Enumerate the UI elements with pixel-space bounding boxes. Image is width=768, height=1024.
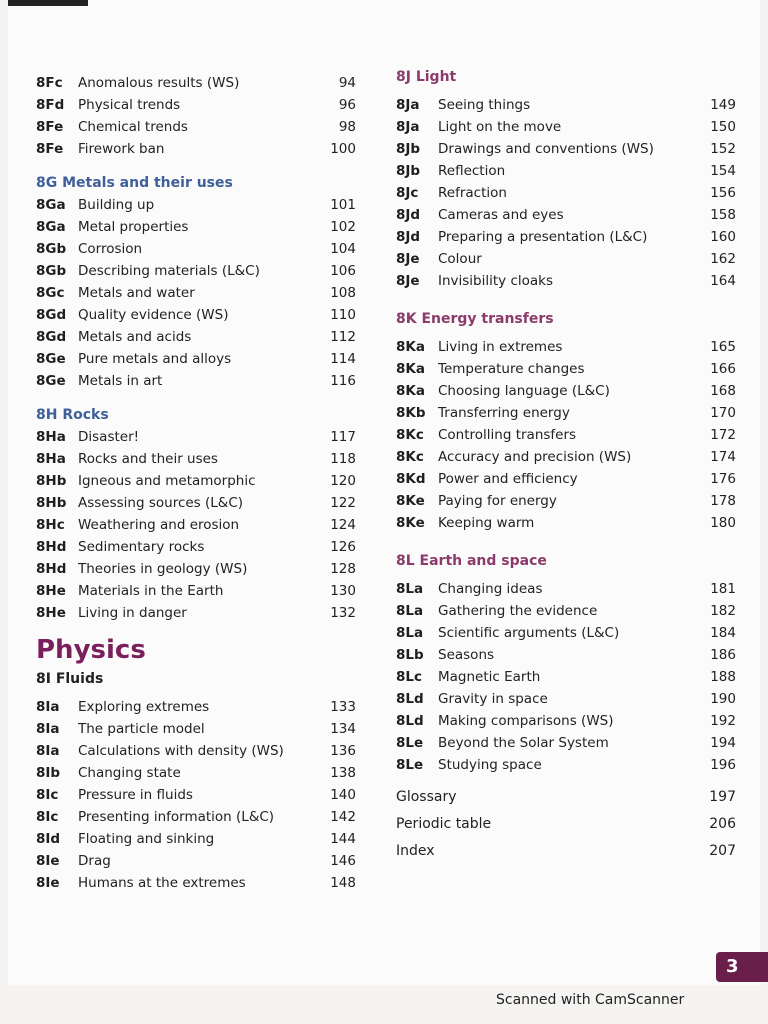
lesson-code: 8Ic bbox=[36, 809, 59, 825]
lesson-code: 8Gd bbox=[36, 307, 67, 323]
toc-row bbox=[36, 536, 356, 558]
top-rule bbox=[8, 0, 88, 6]
lesson-title: Sedimentary rocks bbox=[78, 539, 205, 555]
page-number: 126 bbox=[330, 539, 356, 555]
page-number: 128 bbox=[330, 561, 356, 577]
page-number-badge: 3 bbox=[716, 952, 768, 982]
lesson-code: 8Fc bbox=[36, 75, 63, 91]
lesson-title: Weathering and erosion bbox=[78, 517, 240, 533]
toc-row bbox=[396, 204, 736, 226]
toc-row bbox=[396, 512, 736, 534]
lesson-code: 8Ie bbox=[36, 853, 60, 869]
page-number: 186 bbox=[710, 647, 736, 663]
lesson-title: Floating and sinking bbox=[78, 831, 215, 847]
lesson-title: Theories in geology (WS) bbox=[78, 561, 248, 577]
toc-row bbox=[36, 138, 356, 160]
page-number: 114 bbox=[330, 351, 356, 367]
lesson-title: Physical trends bbox=[78, 97, 181, 113]
page-number: 162 bbox=[710, 251, 736, 267]
lesson-title: Materials in the Earth bbox=[78, 583, 224, 599]
lesson-code: 8Ka bbox=[396, 383, 425, 399]
toc-row bbox=[36, 216, 356, 238]
toc-row bbox=[36, 558, 356, 580]
page-number: 176 bbox=[710, 471, 736, 487]
toc-row bbox=[396, 402, 736, 424]
lesson-code: 8Je bbox=[396, 251, 420, 267]
toc-row bbox=[36, 806, 356, 828]
lesson-title: Drawings and conventions (WS) bbox=[438, 141, 654, 157]
toc-row bbox=[36, 492, 356, 514]
toc-row bbox=[36, 348, 356, 370]
lesson-code: 8Gb bbox=[36, 241, 67, 257]
page-number: 110 bbox=[330, 307, 356, 323]
toc-row bbox=[36, 762, 356, 784]
page-number: 117 bbox=[330, 429, 356, 445]
lesson-code: 8Ka bbox=[396, 361, 425, 377]
page-number: 154 bbox=[710, 163, 736, 179]
section-heading-8h: 8H Rocks bbox=[36, 407, 109, 423]
toc-list bbox=[36, 696, 356, 894]
scanner-watermark: Scanned with CamScanner bbox=[496, 992, 685, 1008]
page-number: 192 bbox=[710, 713, 736, 729]
lesson-code: 8Hd bbox=[36, 539, 67, 555]
toc-row bbox=[396, 116, 736, 138]
page-number: 160 bbox=[710, 229, 736, 245]
page-number: 134 bbox=[330, 721, 356, 737]
page-number: 166 bbox=[710, 361, 736, 377]
end-matter-row bbox=[396, 811, 736, 838]
lesson-code: 8Ib bbox=[36, 765, 61, 781]
toc-row bbox=[36, 470, 356, 492]
page-number: 106 bbox=[330, 263, 356, 279]
page-number: 181 bbox=[710, 581, 736, 597]
page-number: 130 bbox=[330, 583, 356, 599]
lesson-code: 8Ke bbox=[396, 493, 425, 509]
lesson-title: Firework ban bbox=[78, 141, 165, 157]
end-matter-list bbox=[396, 784, 736, 865]
lesson-code: 8Jd bbox=[396, 207, 421, 223]
lesson-title: Cameras and eyes bbox=[438, 207, 564, 223]
toc-row bbox=[396, 468, 736, 490]
lesson-title: Light on the move bbox=[438, 119, 562, 135]
toc-row bbox=[396, 490, 736, 512]
lesson-title: Paying for energy bbox=[438, 493, 557, 509]
toc-row bbox=[36, 696, 356, 718]
toc-row bbox=[36, 784, 356, 806]
page-number: 132 bbox=[330, 605, 356, 621]
lesson-code: 8Ja bbox=[396, 119, 420, 135]
lesson-title: Temperature changes bbox=[438, 361, 585, 377]
lesson-code: 8Hc bbox=[36, 517, 65, 533]
toc-row bbox=[36, 326, 356, 348]
page-number: 149 bbox=[710, 97, 736, 113]
toc-row bbox=[36, 194, 356, 216]
lesson-title: Controlling transfers bbox=[438, 427, 577, 443]
lesson-code: 8Hb bbox=[36, 473, 67, 489]
toc-list bbox=[396, 94, 736, 292]
lesson-code: 8Le bbox=[396, 757, 424, 773]
lesson-title: Anomalous results (WS) bbox=[78, 75, 240, 91]
page-number: 98 bbox=[338, 119, 356, 135]
end-matter-title: Index bbox=[396, 843, 435, 859]
lesson-title: Choosing language (L&C) bbox=[438, 383, 610, 399]
lesson-code: 8La bbox=[396, 625, 424, 641]
lesson-title: Changing state bbox=[78, 765, 181, 781]
toc-list bbox=[36, 72, 356, 160]
lesson-title: Keeping warm bbox=[438, 515, 535, 531]
toc-row bbox=[396, 600, 736, 622]
page-number: 168 bbox=[710, 383, 736, 399]
lesson-code: 8Ha bbox=[36, 429, 66, 445]
page-number: 122 bbox=[330, 495, 356, 511]
end-matter-title: Periodic table bbox=[396, 816, 492, 832]
toc-row bbox=[396, 270, 736, 292]
toc-row bbox=[396, 94, 736, 116]
page-number: 116 bbox=[330, 373, 356, 389]
page-number: 165 bbox=[710, 339, 736, 355]
lesson-code: 8Jd bbox=[396, 229, 421, 245]
lesson-code: 8Je bbox=[396, 273, 420, 289]
toc-right-column bbox=[396, 66, 736, 865]
toc-row bbox=[396, 622, 736, 644]
lesson-title: Presenting information (L&C) bbox=[78, 809, 275, 825]
lesson-code: 8Fe bbox=[36, 119, 64, 135]
lesson-code: 8Ie bbox=[36, 875, 60, 891]
section-heading-8g: 8G Metals and their uses bbox=[36, 175, 233, 191]
toc-row bbox=[396, 226, 736, 248]
page-number: 207 bbox=[709, 843, 736, 859]
lesson-title: Chemical trends bbox=[78, 119, 188, 135]
toc-row bbox=[36, 580, 356, 602]
lesson-title: Invisibility cloaks bbox=[438, 273, 554, 289]
page-number: 124 bbox=[330, 517, 356, 533]
lesson-title: Pressure in fluids bbox=[78, 787, 193, 803]
page-number: 104 bbox=[330, 241, 356, 257]
lesson-title: Metals in art bbox=[78, 373, 163, 389]
toc-row bbox=[36, 602, 356, 624]
lesson-title: Transferring energy bbox=[438, 405, 570, 421]
toc-row bbox=[396, 248, 736, 270]
lesson-code: 8Ge bbox=[36, 373, 66, 389]
toc-row bbox=[396, 182, 736, 204]
section-heading-8l: 8L Earth and space bbox=[396, 553, 547, 569]
lesson-code: 8Ge bbox=[36, 351, 66, 367]
lesson-code: 8Lc bbox=[396, 669, 422, 685]
page-number: 100 bbox=[330, 141, 356, 157]
lesson-code: 8Jc bbox=[396, 185, 419, 201]
lesson-title: Magnetic Earth bbox=[438, 669, 541, 685]
page-number: 118 bbox=[330, 451, 356, 467]
page-number: 180 bbox=[710, 515, 736, 531]
page-number: 102 bbox=[330, 219, 356, 235]
lesson-title: Making comparisons (WS) bbox=[438, 713, 614, 729]
page-number: 174 bbox=[710, 449, 736, 465]
toc-row bbox=[36, 740, 356, 762]
lesson-title: Living in extremes bbox=[438, 339, 563, 355]
lesson-title: Power and efficiency bbox=[438, 471, 578, 487]
page-number: 96 bbox=[338, 97, 356, 113]
toc-row bbox=[36, 72, 356, 94]
lesson-title: Describing materials (L&C) bbox=[78, 263, 260, 279]
toc-row bbox=[396, 666, 736, 688]
lesson-title: Preparing a presentation (L&C) bbox=[438, 229, 648, 245]
page-number: 108 bbox=[330, 285, 356, 301]
toc-row bbox=[396, 160, 736, 182]
lesson-code: 8He bbox=[36, 583, 66, 599]
lesson-code: 8Ka bbox=[396, 339, 425, 355]
lesson-title: Colour bbox=[438, 251, 482, 267]
toc-list bbox=[396, 336, 736, 534]
toc-row bbox=[36, 872, 356, 894]
lesson-code: 8La bbox=[396, 581, 424, 597]
page-number: 190 bbox=[710, 691, 736, 707]
page-number: 152 bbox=[710, 141, 736, 157]
lesson-code: 8Hd bbox=[36, 561, 67, 577]
lesson-code: 8Ic bbox=[36, 787, 59, 803]
lesson-title: Metal properties bbox=[78, 219, 189, 235]
lesson-code: 8Kb bbox=[396, 405, 426, 421]
lesson-code: 8He bbox=[36, 605, 66, 621]
toc-row bbox=[36, 828, 356, 850]
book-page bbox=[8, 0, 760, 985]
lesson-code: 8Ld bbox=[396, 691, 424, 707]
end-matter-row bbox=[396, 838, 736, 865]
page-number: 120 bbox=[330, 473, 356, 489]
toc-row bbox=[36, 426, 356, 448]
toc-list bbox=[36, 426, 356, 624]
toc-left-column bbox=[36, 72, 356, 894]
section-heading-8i: 8I Fluids bbox=[36, 671, 104, 687]
lesson-code: 8Ha bbox=[36, 451, 66, 467]
toc-row bbox=[396, 644, 736, 666]
toc-row bbox=[36, 304, 356, 326]
toc-row bbox=[36, 850, 356, 872]
page-number: 142 bbox=[330, 809, 356, 825]
lesson-title: Humans at the extremes bbox=[78, 875, 246, 891]
lesson-title: Seasons bbox=[438, 647, 495, 663]
lesson-code: 8Ja bbox=[396, 97, 420, 113]
toc-row bbox=[396, 446, 736, 468]
page-number: 140 bbox=[330, 787, 356, 803]
toc-row bbox=[396, 336, 736, 358]
lesson-title: Gravity in space bbox=[438, 691, 548, 707]
lesson-code: 8Ga bbox=[36, 219, 66, 235]
page-number: 197 bbox=[709, 789, 736, 805]
lesson-code: 8Gc bbox=[36, 285, 65, 301]
lesson-code: 8Ga bbox=[36, 197, 66, 213]
lesson-code: 8Jb bbox=[396, 141, 421, 157]
lesson-title: Assessing sources (L&C) bbox=[78, 495, 244, 511]
toc-row bbox=[36, 238, 356, 260]
page-number: 158 bbox=[710, 207, 736, 223]
toc-row bbox=[36, 370, 356, 392]
lesson-title: Changing ideas bbox=[438, 581, 543, 597]
lesson-code: 8Ia bbox=[36, 699, 60, 715]
lesson-title: Seeing things bbox=[438, 97, 531, 113]
toc-row bbox=[396, 754, 736, 776]
page-number: 194 bbox=[710, 735, 736, 751]
lesson-title: Studying space bbox=[438, 757, 542, 773]
page-number: 101 bbox=[330, 197, 356, 213]
page-number: 144 bbox=[330, 831, 356, 847]
page-number: 136 bbox=[330, 743, 356, 759]
toc-list bbox=[396, 578, 736, 776]
lesson-title: Igneous and metamorphic bbox=[78, 473, 256, 489]
toc-row bbox=[396, 424, 736, 446]
lesson-title: Quality evidence (WS) bbox=[78, 307, 229, 323]
lesson-title: Corrosion bbox=[78, 241, 143, 257]
lesson-code: 8Kc bbox=[396, 449, 424, 465]
toc-row bbox=[36, 260, 356, 282]
page-number: 146 bbox=[330, 853, 356, 869]
toc-row bbox=[396, 578, 736, 600]
page-number: 188 bbox=[710, 669, 736, 685]
lesson-title: Exploring extremes bbox=[78, 699, 210, 715]
page-number: 138 bbox=[330, 765, 356, 781]
page-number: 170 bbox=[710, 405, 736, 421]
toc-row bbox=[396, 732, 736, 754]
lesson-title: Disaster! bbox=[78, 429, 140, 445]
toc-row bbox=[396, 380, 736, 402]
lesson-title: The particle model bbox=[78, 721, 205, 737]
toc-row bbox=[396, 358, 736, 380]
toc-row bbox=[36, 94, 356, 116]
lesson-code: 8La bbox=[396, 603, 424, 619]
lesson-code: 8Fe bbox=[36, 141, 64, 157]
lesson-code: 8Kd bbox=[396, 471, 426, 487]
lesson-code: 8Kc bbox=[396, 427, 424, 443]
toc-list bbox=[36, 194, 356, 392]
lesson-code: 8Gd bbox=[36, 329, 67, 345]
page-number: 164 bbox=[710, 273, 736, 289]
lesson-title: Reflection bbox=[438, 163, 506, 179]
page-number: 150 bbox=[710, 119, 736, 135]
page-number: 112 bbox=[330, 329, 356, 345]
toc-row bbox=[36, 514, 356, 536]
page-number: 133 bbox=[330, 699, 356, 715]
lesson-title: Metals and acids bbox=[78, 329, 192, 345]
end-matter-title: Glossary bbox=[396, 789, 457, 805]
lesson-title: Refraction bbox=[438, 185, 507, 201]
page-number: 178 bbox=[710, 493, 736, 509]
toc-row bbox=[396, 710, 736, 732]
lesson-code: 8Ia bbox=[36, 721, 60, 737]
page-number: 148 bbox=[330, 875, 356, 891]
section-heading-8j: 8J Light bbox=[396, 69, 457, 85]
lesson-code: 8Id bbox=[36, 831, 61, 847]
lesson-code: 8Ke bbox=[396, 515, 425, 531]
toc-row bbox=[36, 282, 356, 304]
page-number: 182 bbox=[710, 603, 736, 619]
toc-row bbox=[36, 116, 356, 138]
toc-row bbox=[36, 448, 356, 470]
toc-row bbox=[396, 138, 736, 160]
lesson-title: Metals and water bbox=[78, 285, 195, 301]
lesson-title: Building up bbox=[78, 197, 155, 213]
page-number: 184 bbox=[710, 625, 736, 641]
lesson-code: 8Gb bbox=[36, 263, 67, 279]
section-heading-8k: 8K Energy transfers bbox=[396, 311, 554, 327]
lesson-code: 8Fd bbox=[36, 97, 65, 113]
lesson-code: 8Le bbox=[396, 735, 424, 751]
lesson-title: Scientific arguments (L&C) bbox=[438, 625, 620, 641]
lesson-title: Gathering the evidence bbox=[438, 603, 598, 619]
page-number: 156 bbox=[710, 185, 736, 201]
lesson-title: Living in danger bbox=[78, 605, 187, 621]
page-number: 94 bbox=[338, 75, 356, 91]
lesson-title: Beyond the Solar System bbox=[438, 735, 609, 751]
page-number: 206 bbox=[709, 816, 736, 832]
lesson-title: Drag bbox=[78, 853, 111, 869]
lesson-title: Pure metals and alloys bbox=[78, 351, 232, 367]
lesson-code: 8Hb bbox=[36, 495, 67, 511]
lesson-code: 8Ia bbox=[36, 743, 60, 759]
page-number: 172 bbox=[710, 427, 736, 443]
lesson-title: Calculations with density (WS) bbox=[78, 743, 284, 759]
toc-row bbox=[36, 718, 356, 740]
end-matter-row bbox=[396, 784, 736, 811]
physics-title: Physics bbox=[36, 635, 146, 665]
lesson-code: 8Jb bbox=[396, 163, 421, 179]
lesson-title: Rocks and their uses bbox=[78, 451, 218, 467]
lesson-title: Accuracy and precision (WS) bbox=[438, 449, 632, 465]
lesson-code: 8Lb bbox=[396, 647, 424, 663]
page-number: 196 bbox=[710, 757, 736, 773]
toc-row bbox=[396, 688, 736, 710]
lesson-code: 8Ld bbox=[396, 713, 424, 729]
